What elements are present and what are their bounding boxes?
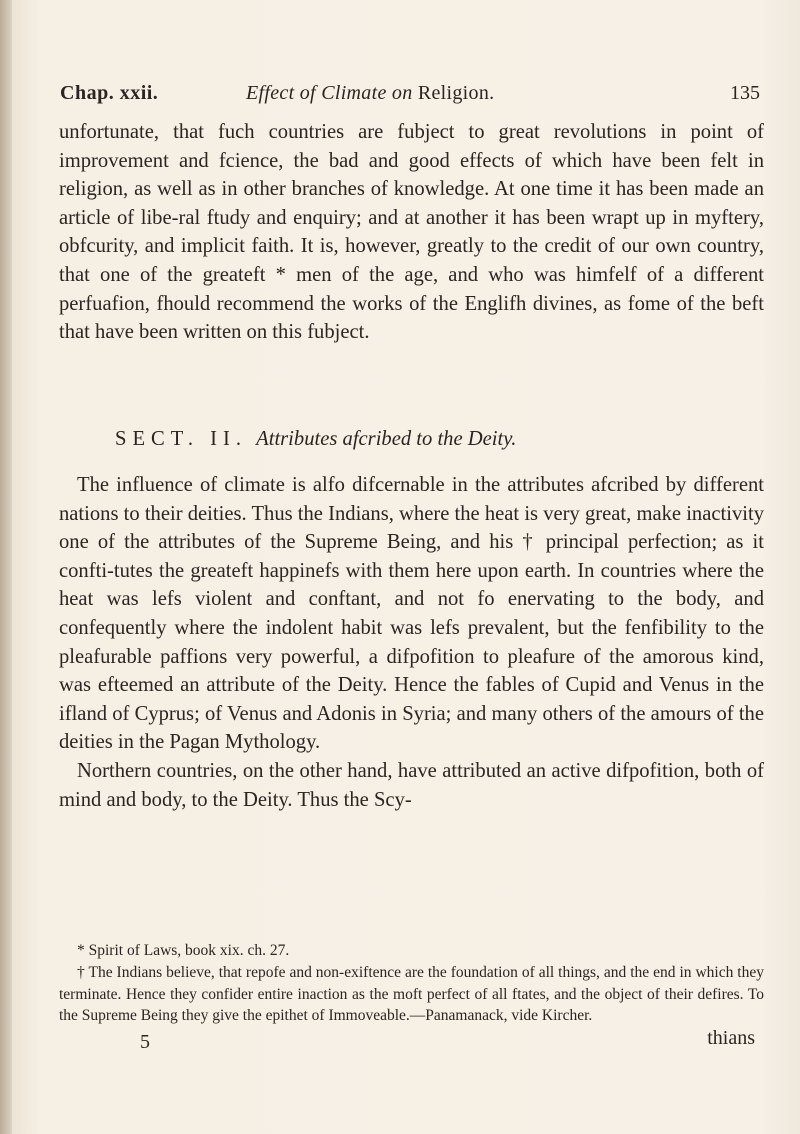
running-header bbox=[60, 82, 760, 112]
footnote-dagger: † The Indians believe, that repofe and non-exiftence are the foundation of all things, and the end in which they terminate. Hence they confider entire inaction as the moft perfect of all ftates, and the object of their defires. To the Supreme Being they give the epithet of Immoveable.—Panamanack, vide Kircher. bbox=[59, 963, 764, 1025]
paragraph-climate-attributes: The influence of climate is alfo difcernable in the attributes afcribed by different nations to their deities. Thus the Indians, where the heat is very great, make inactivity one of the attributes of the Supreme Being, and his † principal perfection; as it confti-tutes the greateft happinefs with them here upon earth. In countries where the heat was lefs violent and conftant, and not fo enervating to the body, and confequently where the indolent habit was lefs prevalent, but the fenfibility to the pleafurable paffions very powerful, a difpofition to pleafure of the amorous kind, was efteemed an attribute of the Deity. Hence the fables of Cupid and Venus in the ifland of Cyprus; of Venus and Adonis in Syria; and many others of the amours of the deities in the Pagan Mythology. bbox=[59, 474, 764, 754]
running-title-italic: Effect of Climate on bbox=[246, 82, 413, 104]
section-heading bbox=[115, 425, 755, 454]
section-title: Attributes afcribed to the Deity. bbox=[256, 428, 517, 450]
running-title bbox=[246, 82, 494, 105]
footnotes bbox=[59, 940, 764, 1027]
catchword: thians bbox=[707, 1027, 755, 1049]
footnote-star: * Spirit of Laws, book xix. ch. 27. bbox=[77, 942, 290, 959]
running-title-caps: Religion. bbox=[417, 82, 495, 104]
body-text-section bbox=[59, 471, 764, 814]
chapter-label: Chap. xxii. bbox=[60, 82, 159, 104]
paragraph-continuation: unfortunate, that fuch countries are fubject to great revolutions in point of improvement and fcience, the bad and good effects of which have been felt in religion, as well as in other branches of knowledge. At one time it has been made an article of libe-ral ftudy and enquiry; and at another it has been wrapt up in myftery, obfcurity, and implicit faith. It is, however, greatly to the credit of our own country, that one of the greateft * men of the age, and who was himfelf of a different perfuafion, fhould recommend the works of the Englifh divines, as fome of the beft that have been written on this fubject. bbox=[59, 121, 764, 344]
section-label: SECT. II. bbox=[115, 428, 247, 450]
paragraph-northern-countries: Northern countries, on the other hand, have attributed an active difpofition, both of mind and body, to the Deity. Thus the Scy- bbox=[59, 759, 764, 811]
signature-mark: 5 bbox=[140, 1031, 150, 1053]
page-number: 135 bbox=[730, 82, 760, 104]
body-text-top bbox=[59, 118, 764, 347]
page-spine-shadow bbox=[0, 0, 12, 1134]
